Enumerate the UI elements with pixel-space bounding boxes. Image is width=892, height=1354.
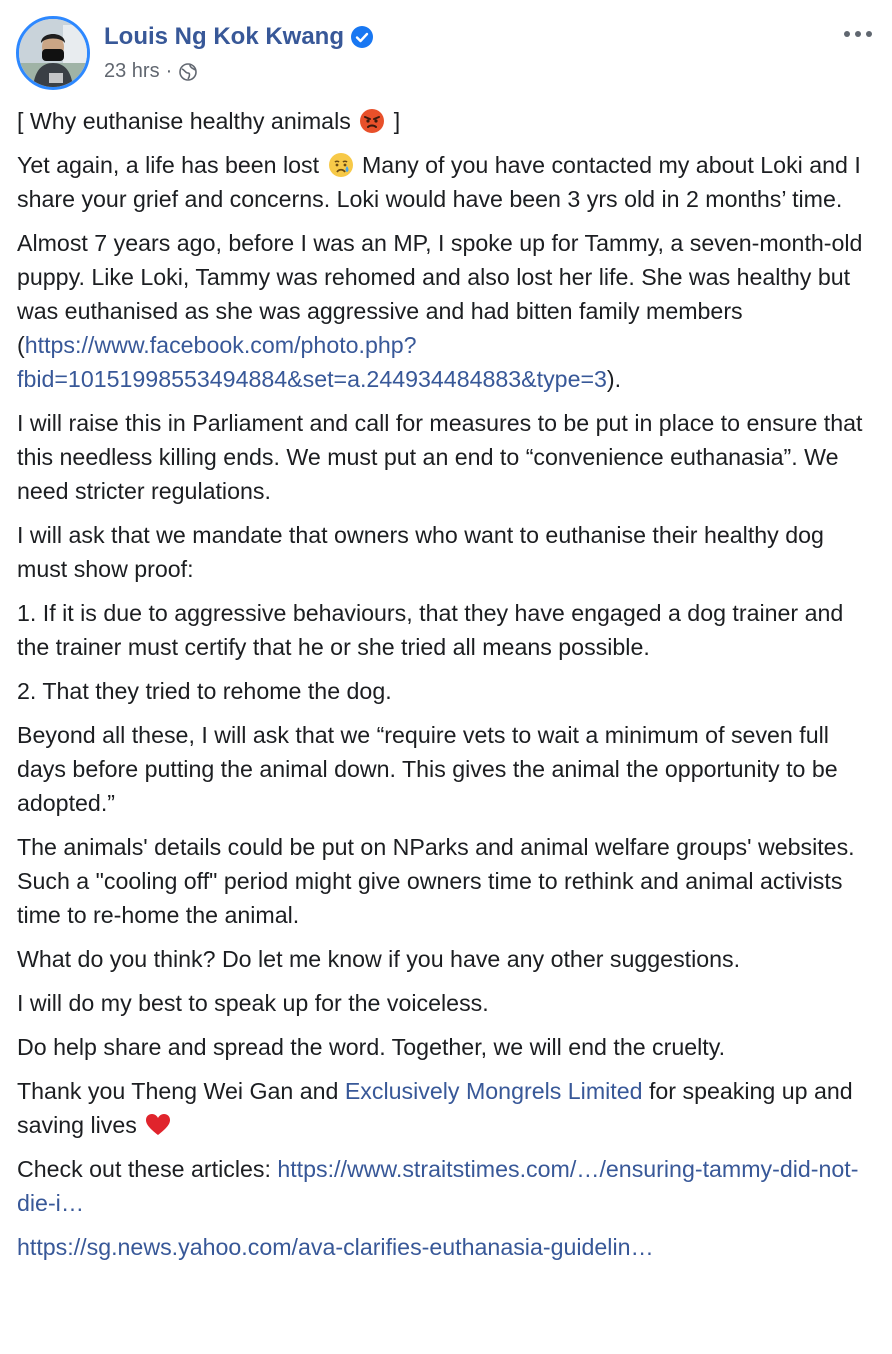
post-title: [ Why euthanise healthy animals [17, 108, 351, 134]
yahoo-news-link[interactable]: https://sg.news.yahoo.com/ava-clarifies-euthanasia-guidelin… [17, 1234, 654, 1260]
post-paragraph: 1. If it is due to aggressive behaviours, that they have engaged a dog trainer and the trainer must certify that he or she tried all means possible. [17, 600, 844, 660]
post-paragraph: I will ask that we mandate that owners who want to euthanise their healthy dog must show proof: [17, 522, 824, 582]
post-paragraph [17, 148, 877, 216]
straitstimes-link[interactable]: https://www.straitstimes.com/…/ensuring-tammy-did-not-die-i… [17, 1156, 859, 1216]
red-heart-icon [145, 1112, 171, 1138]
facebook-photo-link[interactable]: https://www.facebook.com/photo.php?fbid=10151998553494884&set=a.244934484883&type=3 [17, 332, 607, 392]
post-title-suffix: ] [387, 108, 401, 134]
post-paragraph [17, 226, 877, 396]
exclusively-mongrels-link[interactable]: Exclusively Mongrels Limited [344, 1078, 643, 1104]
post-meta [104, 60, 198, 83]
paragraph-text: ). [606, 366, 622, 392]
post-paragraph: I will raise this in Parliament and call for measures to be put in place to ensure that this needless killing ends. We must put an end to “convenience euthanasia”. We need stricter regulations. [17, 410, 863, 504]
post-paragraph: The animals' details could be put on NParks and animal welfare groups' websites. Such a "cooling off" period might give owners time to rethink and animal activists time to re-home the animal. [17, 834, 855, 928]
more-options-button[interactable] [840, 20, 876, 48]
meta-separator: · [165, 60, 173, 82]
paragraph-text: Many of you have contacted my about Loki and I share your grief and concerns. Loki would have been 3 yrs old in 2 months’ time. [17, 152, 861, 212]
post-paragraph [17, 104, 877, 138]
sad-tear-face-icon [328, 152, 354, 178]
post-header [16, 16, 876, 90]
paragraph-text: Almost 7 years ago, before I was an MP, I spoke up for Tammy, a seven-month-old puppy. Like Loki, Tammy was rehomed and also lost her life. She was healthy but was euthanised as she was aggressive and had bitten family members ( [17, 230, 863, 358]
post-paragraph [17, 1152, 877, 1220]
author-name[interactable]: Louis Ng Kok Kwang [104, 23, 344, 50]
angry-face-icon [359, 108, 385, 134]
author-row [104, 23, 374, 51]
paragraph-text: Thank you Theng Wei Gan and [17, 1078, 345, 1104]
post-timestamp[interactable]: 23 hrs [104, 60, 160, 82]
post-paragraph: Do help share and spread the word. Together, we will end the cruelty. [17, 1034, 726, 1060]
paragraph-text: for speaking up and saving lives [17, 1078, 853, 1138]
globe-icon[interactable] [178, 62, 198, 82]
post-paragraph: 2. That they tried to rehome the dog. [17, 678, 392, 704]
paragraph-text: Check out these articles: [17, 1156, 278, 1182]
paragraph-text: Yet again, a life has been lost [17, 152, 320, 178]
post-paragraph: What do you think? Do let me know if you have any other suggestions. [17, 946, 741, 972]
post-body [17, 104, 877, 1274]
more-options-icon [843, 30, 873, 38]
verified-badge-icon [350, 25, 374, 49]
post-paragraph: Beyond all these, I will ask that we “require vets to wait a minimum of seven full days before putting the animal down. This gives the animal the opportunity to be adopted.” [17, 722, 838, 816]
avatar[interactable] [16, 16, 90, 90]
post-paragraph: I will do my best to speak up for the voiceless. [17, 990, 489, 1016]
post-paragraph [17, 1074, 877, 1142]
post-paragraph [17, 1230, 877, 1264]
